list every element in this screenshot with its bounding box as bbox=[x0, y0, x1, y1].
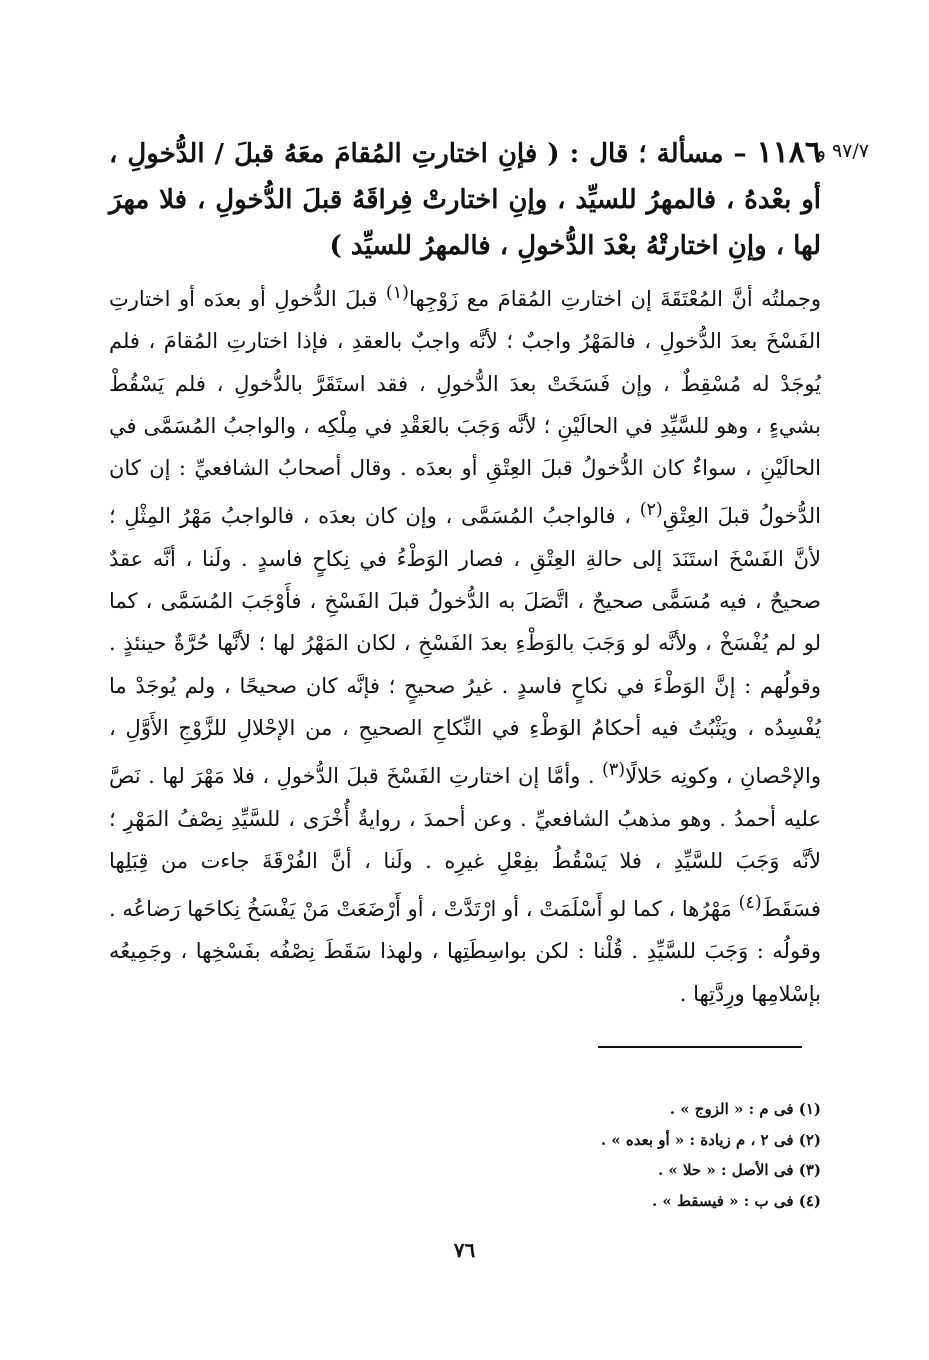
issue-number: ١١٨٦ bbox=[756, 135, 821, 170]
footnote-1: (١) فى م : « الزوج » . bbox=[669, 1100, 821, 1118]
footnote-4: (٤) فى ب : « فيسقط » . bbox=[651, 1191, 821, 1210]
footnote-marker-3: (٣) bbox=[602, 760, 626, 781]
margin-folio-reference: ٩٧/٧ و bbox=[816, 140, 869, 162]
footnote-marker-4: (٤) bbox=[738, 893, 762, 914]
commentary-part-3: ، فالواجبُ المُسَمَّى ، وإن كان بعدَه ، فالواجبُ مَهْرُ المِثْلِ ؛ لأنَّ الفَسْخَ استَنَدَ إلى حالةِ العِتْقِ ، فصار الوَطْءُ في نِكاحٍ فاسدٍ . ولَنا ، أنَّه عقدٌ صحيحٌ ، فيه مُسَمًّى صحيحٌ ، اتَّصَلَ به الدُّخولُ قبلَ الفَسْخِ ، فأَوْجَبَ المُسَمَّى ، كما لو لم يُفْسَخْ ، ولأنَّه لو وَجَبَ بالوَطْءِ بعدَ الفَسْخِ ، لكان المَهْرُ لها ؛ لأنَّها حُرَّةٌ حينئذٍ . وقولُهم : إنَّ الوَطْءَ في نكاحٍ فاسدٍ . غيرُ صحيحٍ ؛ فإنَّه كان صحيحًا ، ولم يُوجَدْ ما يُفْسِدُه ، ويَثْبُتُ فيه أحكامُ الوَطْءِ في النِّكاحِ الصحيحِ ، من الإحْلالِ للزَّوْجِ الأَوَّلِ ، والإحْصانِ ، وكونِه حَلالًا bbox=[109, 504, 821, 789]
commentary-part-4: . وأمَّا إن اختارتِ الفَسْخَ قبلَ الدُّخولِ ، فلا مَهْرَ لها . نَصَّ عليه أحمدُ . وهو مذهبُ الشافعيِّ . وعن أحمدَ ، روايةٌ أُخْرَى ، للسَّيِّدِ نِصْفُ المَهْرِ ؛ لأنَّه وَجَبَ للسَّيِّدِ ، فلا يَسْقُطُ بفِعْلِ غيرِه . ولَنا ، أنَّ الفُرْقَةَ جاءت من قِبَلِها فسَقَطَ bbox=[109, 764, 821, 922]
commentary-paragraph bbox=[109, 272, 821, 1015]
commentary-part-5: مَهْرُها ، كما لو أَسْلَمَتْ ، أو ارْتَدَّتْ ، أو أَرْضَعَتْ مَنْ يَفْسَخُ نِكاحَها رَضاعُه . وقولُه : وَجَبَ للسَّيِّدِ . قُلْنا : لكن بواسِطَتِها ، ولهذا سَقَطَ نِصْفُه بفَسْخِها ، وجَمِيعُه بإسْلامِها ورِدَّتِها . bbox=[109, 897, 821, 1006]
issue-text: فإنِ اختارتِ المُقامَ معَهُ قبلَ / الدُّخولِ ، أو بعْدهُ ، فالمهرُ للسيِّد ، وإنِ اختارتْ فِراقَهُ قبلَ الدُّخولِ ، فلا مهرَ لها ، وإنِ اختارتْهُ بعْدَ الدُّخولِ ، فالمهرُ للسيِّد ) bbox=[109, 139, 821, 261]
footnote-2: (٢) فى ٢ ، م زيادة : « أو بعده » . bbox=[600, 1130, 821, 1149]
issue-intro: – مسألة ؛ قال : ( bbox=[547, 139, 747, 169]
issue-heading bbox=[109, 130, 821, 269]
footnote-3: (٣) فى الأصل : « حلا » . bbox=[657, 1161, 821, 1179]
commentary-part-2: قبلَ الدُّخولِ أو بعدَه أو اختارتِ الفَسْخَ بعدَ الدُّخولِ ، فالمَهْرُ واجبٌ ؛ لأنَّه واجبٌ بالعقدِ ، فإذا اختارتِ المُقامَ ، فلم يُوجَدْ له مُسْقِطٌ ، وإن فَسَخَتْ بعدَ الدُّخولِ ، فقد استَقَرَّ بالدُّخولِ ، فلم يَسْقُطْ بشيءٍ ، وهو للسَّيِّدِ في الحالَيْنِ ؛ لأنَّه وَجَبَ بالعَقْدِ في مِلْكِه ، والواجبُ المُسَمَّى في الحالَيْنِ ، سواءٌ كان الدُّخولُ قبلَ العِتْقِ أو بعدَه . وقال أصحابُ الشافعيِّ : إن كان الدُّخولُ قبلَ العِتْقِ bbox=[109, 287, 821, 529]
footnotes bbox=[321, 1094, 821, 1216]
footnote-marker-2: (٢) bbox=[639, 500, 663, 521]
footnote-marker-1: (١) bbox=[385, 283, 409, 303]
page-number: ٧٦ bbox=[453, 1238, 476, 1262]
commentary-part-1: وجملتُه أنَّ المُعْتَقَةَ إن اختارتِ المُقامَ مع زَوْجِها bbox=[408, 287, 821, 311]
footnote-divider bbox=[598, 1046, 802, 1048]
